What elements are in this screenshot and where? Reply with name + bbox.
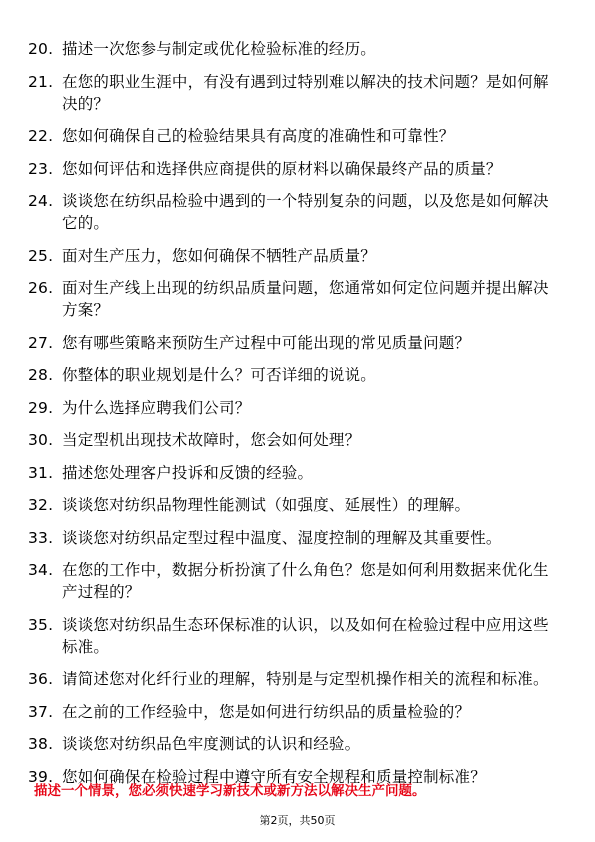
- question-number: 26.: [28, 279, 54, 297]
- list-item: [28, 71, 563, 115]
- question-text: 请简述您对化纤行业的理解，特别是与定型机操作相关的流程和标准。: [62, 670, 549, 688]
- question-text: 您如何确保自己的检验结果具有高度的准确性和可靠性？: [62, 127, 455, 145]
- question-number: 36.: [28, 670, 54, 688]
- list-item: [28, 559, 563, 603]
- question-text: 谈谈您对纺织品色牢度测试的认识和经验。: [62, 735, 361, 753]
- question-text: 描述您处理客户投诉和反馈的经验。: [62, 463, 314, 482]
- list-item: [28, 668, 563, 690]
- list-item: [28, 190, 563, 234]
- list-item: [28, 364, 563, 386]
- question-text: 谈谈您对纺织品定型过程中温度、湿度控制的理解及其重要性。: [62, 528, 502, 547]
- question-text: 在您的职业生涯中，有没有遇到过特别难以解决的技术问题？是如何解决的？: [62, 72, 549, 113]
- question-number: 23.: [28, 159, 54, 178]
- list-item: [28, 462, 563, 484]
- list-item: [28, 701, 563, 723]
- question-number: 21.: [28, 72, 54, 91]
- question-number: 34.: [28, 561, 54, 579]
- list-item: [28, 332, 563, 354]
- question-text: 为什么选择应聘我们公司？: [62, 398, 251, 417]
- list-item: [28, 125, 563, 147]
- page-footer: 第2页，共50页: [259, 814, 336, 827]
- question-text: 面对生产压力，您如何确保不牺牲产品质量？: [62, 246, 377, 265]
- question-list: [28, 38, 563, 798]
- list-item: [28, 733, 563, 755]
- list-item: [28, 245, 563, 267]
- list-item: [28, 277, 563, 321]
- question-text: 谈谈您在纺织品检验中遇到的一个特别复杂的问题，以及您是如何解决它的。: [62, 192, 549, 232]
- list-item: [28, 527, 563, 549]
- list-item: [28, 158, 563, 180]
- question-text: 你整体的职业规划是什么？可否详细的说说。: [62, 366, 377, 384]
- question-number: 30.: [28, 431, 54, 449]
- question-text: 当定型机出现技术故障时，您会如何处理？: [62, 431, 361, 449]
- question-number: 39.: [28, 767, 54, 786]
- question-number: 22.: [28, 127, 54, 145]
- question-text: 谈谈您对纺织品物理性能测试（如强度、延展性）的理解。: [62, 496, 471, 514]
- question-text: 您如何确保在检验过程中遵守所有安全规程和质量控制标准？: [62, 767, 486, 786]
- question-number: 25.: [28, 246, 54, 265]
- list-item: [28, 38, 563, 60]
- question-number: 31.: [28, 463, 54, 482]
- question-text: 在您的工作中，数据分析扮演了什么角色？您是如何利用数据来优化生产过程的？: [62, 561, 549, 601]
- question-number: 33.: [28, 528, 54, 547]
- question-number: 29.: [28, 398, 54, 417]
- list-item: [28, 494, 563, 516]
- highlighted-question: 描述一个情景，您必须快速学习新技术或新方法以解决生产问题。: [34, 783, 426, 799]
- question-text: 描述一次您参与制定或优化检验标准的经历。: [62, 40, 377, 58]
- question-text: 在之前的工作经验中，您是如何进行纺织品的质量检验的？: [62, 702, 471, 721]
- list-item: [28, 429, 563, 451]
- question-text: 谈谈您对纺织品生态环保标准的认识，以及如何在检验过程中应用这些标准。: [62, 615, 549, 656]
- question-number: 37.: [28, 702, 54, 721]
- question-number: 27.: [28, 333, 54, 352]
- question-number: 28.: [28, 366, 54, 384]
- question-number: 32.: [28, 496, 54, 514]
- question-number: 35.: [28, 615, 54, 634]
- question-number: 24.: [28, 192, 54, 210]
- question-text: 您有哪些策略来预防生产过程中可能出现的常见质量问题？: [62, 333, 471, 352]
- question-text: 您如何评估和选择供应商提供的原材料以确保最终产品的质量？: [62, 159, 502, 178]
- list-item: [28, 397, 563, 419]
- question-number: 20.: [28, 40, 54, 58]
- list-item: [28, 614, 563, 658]
- question-number: 38.: [28, 735, 54, 753]
- question-text: 面对生产线上出现的纺织品质量问题，您通常如何定位问题并提出解决方案？: [62, 279, 549, 319]
